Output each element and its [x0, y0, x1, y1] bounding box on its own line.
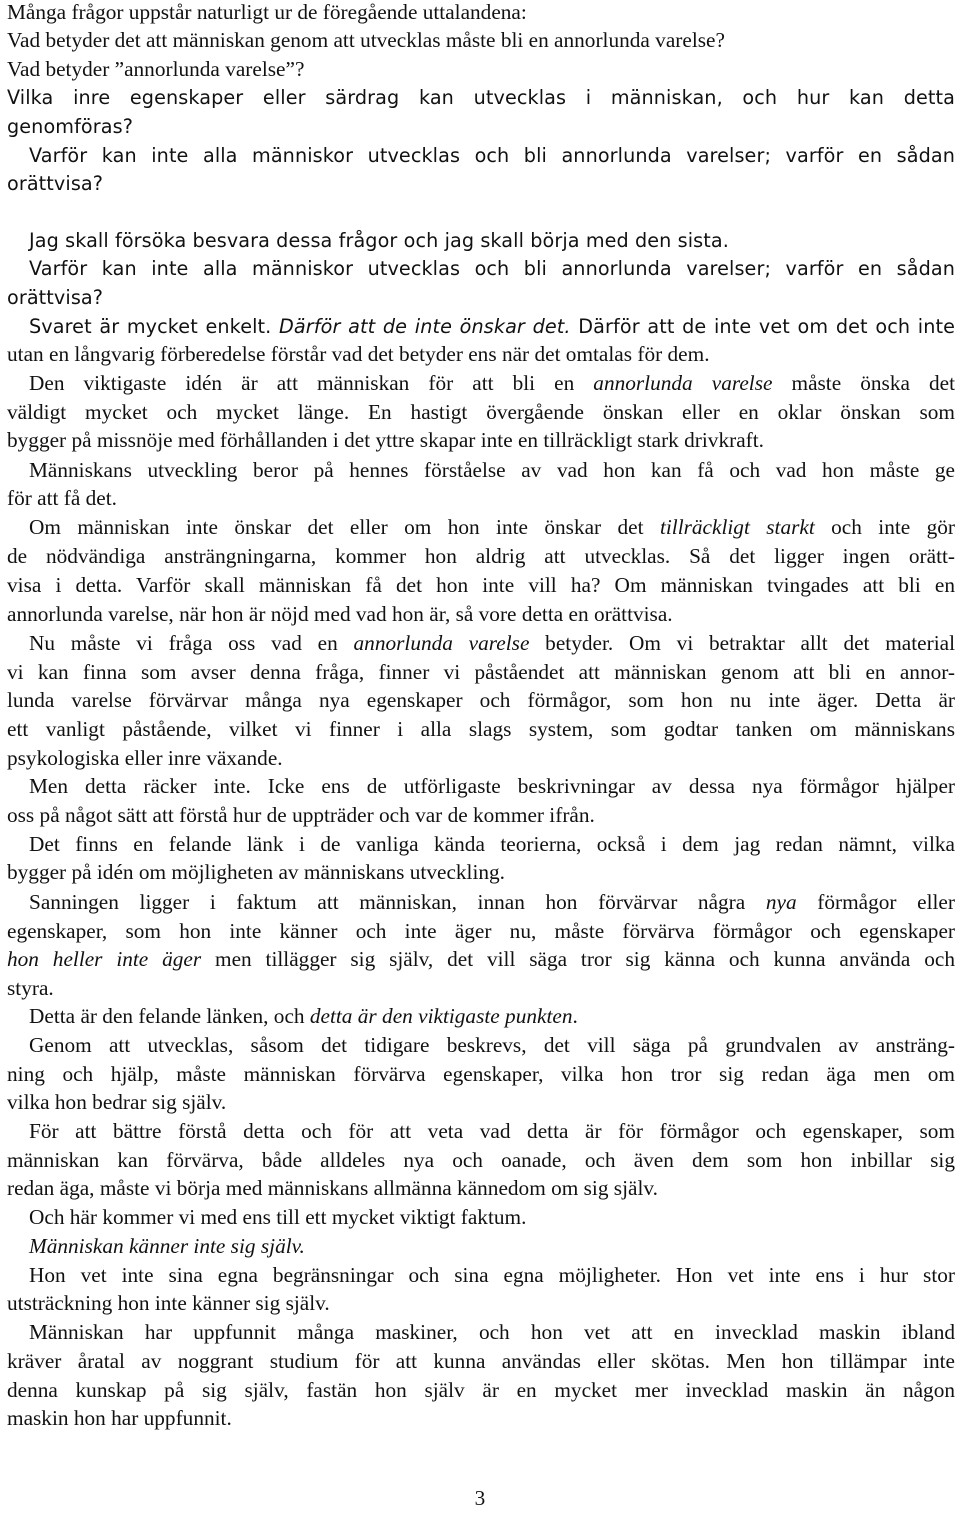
text-segment: Om människan inte önskar det eller om hon inte önskar det — [29, 515, 660, 539]
emphasis-text: Därför att de inte önskar det. — [279, 315, 571, 338]
text-segment: Jag skall försöka besvara dessa frågor och jag skall börja med den sista. — [29, 229, 729, 252]
text-line — [7, 542, 955, 571]
text-line — [7, 0, 955, 27]
text-line — [7, 571, 955, 600]
text-line — [7, 26, 955, 55]
text-segment: orättvisa? — [7, 286, 104, 309]
text-segment: Många frågor uppstår naturligt ur de föregående uttalandena: — [7, 0, 527, 24]
text-segment: . — [572, 1004, 578, 1028]
text-line — [7, 83, 955, 112]
text-line — [7, 658, 955, 687]
text-line — [29, 1261, 955, 1290]
text-segment: Genom att utvecklas, såsom det tidigare beskrevs, det vill säga på grundvalen av ansträng- — [29, 1033, 955, 1057]
text-line — [29, 888, 955, 917]
emphasis-text: annorlunda varelse — [593, 371, 773, 395]
text-line — [7, 858, 955, 887]
text-segment: Vad betyder det att människan genom att utvecklas måste bli en annorlunda varelse? — [7, 28, 725, 52]
text-segment: Den viktigaste idén är att människan för att bli en — [29, 371, 594, 395]
text-line — [7, 1347, 955, 1376]
text-segment: För att bättre förstå detta och för att veta vad detta är för förmågor och egenskaper, som — [29, 1119, 955, 1143]
text-line — [29, 513, 955, 542]
text-line — [7, 715, 955, 744]
text-line — [7, 974, 955, 1003]
text-line — [7, 801, 955, 830]
text-segment: Och här kommer vi med ens till ett mycket viktigt faktum. — [29, 1205, 527, 1229]
text-segment: de nödvändiga ansträngningarna, kommer hon aldrig att utvecklas. Så det ligger ingen orätt- — [7, 544, 955, 568]
text-segment: måste önska det — [772, 371, 955, 395]
text-segment: psykologiska eller inre växande. — [7, 746, 283, 770]
text-segment: genomföras? — [7, 115, 133, 138]
text-segment: Sanningen ligger i faktum att människan, innan hon förvärvar några — [29, 890, 766, 914]
text-line — [7, 917, 955, 946]
text-line — [29, 1031, 955, 1060]
text-line — [29, 772, 955, 801]
page-number: 3 — [474, 1486, 486, 1510]
text-segment: Svaret är mycket enkelt. — [29, 315, 280, 338]
emphasis-text: tillräckligt starkt — [659, 515, 815, 539]
text-line — [29, 141, 955, 170]
text-segment: Varför kan inte alla människor utvecklas och bli annorlunda varelser; varför en sådan — [29, 144, 955, 167]
text-line — [7, 426, 955, 455]
text-segment: vilka hon bedrar sig själv. — [7, 1090, 227, 1114]
text-line — [7, 1060, 955, 1089]
text-segment: för att få det. — [7, 486, 117, 510]
text-segment: lunda varelse förvärvar många nya egenskaper och förmågor, som hon nu inte äger. Detta är — [7, 688, 955, 712]
text-line — [7, 1174, 955, 1203]
emphasis-text: annorlunda varelse — [353, 631, 530, 655]
text-line — [29, 830, 955, 859]
text-segment: bygger på idén om möjligheten av människans utveckling. — [7, 860, 506, 884]
text-segment: betyder. Om vi betraktar allt det material — [529, 631, 956, 655]
text-line — [29, 456, 955, 485]
text-line — [29, 254, 955, 283]
emphasis-text: hon heller inte äger — [7, 947, 202, 971]
text-segment: bygger på missnöje med förhållanden i det yttre skapar inte en tillräckligt stark drivkraft. — [7, 428, 764, 452]
text-line — [29, 1203, 955, 1232]
text-segment: vi kan finna som avser denna fråga, finner vi påståendet att människan genom att bli en annor- — [7, 660, 955, 684]
text-segment: utan en långvarig förberedelse förstår vad det betyder ens när det omtalas för dem. — [7, 342, 710, 366]
text-line — [7, 1376, 955, 1405]
text-line — [29, 369, 955, 398]
text-segment: maskin hon har uppfunnit. — [7, 1406, 232, 1430]
text-segment: ning och hjälp, måste människan förvärva egenskaper, vilka hon tror sig redan äga men om — [7, 1062, 955, 1086]
text-segment: förmågor eller — [796, 890, 955, 914]
text-segment: väldigt mycket och mycket länge. En hastigt övergående önskan eller en oklar önskan som — [7, 400, 955, 424]
text-segment: ett vanligt påstående, vilket vi finner i alla slags system, som godtar tanken om människans — [7, 717, 955, 741]
text-segment: kräver åratal av noggrant studium för att kunna användas eller skötas. Men hon tillämpar inte — [7, 1349, 955, 1373]
emphasis-text: Människan känner inte sig själv. — [29, 1234, 305, 1258]
emphasis-text: detta är den viktigaste punkten — [309, 1004, 573, 1028]
text-line — [29, 226, 955, 255]
text-segment: Vilka inre egenskaper eller särdrag kan utvecklas i människan, och hur kan detta — [7, 86, 955, 109]
text-segment: Hon vet inte sina egna begränsningar och sina egna möjligheter. Hon vet inte ens i hur stor — [29, 1263, 955, 1287]
text-segment: Men detta räcker inte. Icke ens de utförligaste beskrivningar av dessa nya förmågor hjälper — [29, 774, 955, 798]
text-line — [7, 1404, 955, 1433]
text-segment: Det finns en felande länk i de vanliga kända teorierna, också i dem jag redan nämnt, vilka — [29, 832, 955, 856]
text-line — [7, 484, 955, 513]
text-segment: oss på något sätt att förstå hur de uppträder och var de kommer ifrån. — [7, 803, 595, 827]
emphasis-text: nya — [765, 890, 797, 914]
text-line — [7, 686, 955, 715]
text-line — [7, 744, 955, 773]
text-segment: Människan har uppfunnit många maskiner, och hon vet att en invecklad maskin ibland — [29, 1320, 955, 1344]
text-segment: denna kunskap på sig själv, fastän hon själv är en mycket mer invecklad maskin än någon — [7, 1378, 955, 1402]
text-line — [29, 1318, 955, 1347]
text-line — [29, 629, 955, 658]
text-line — [7, 1088, 955, 1117]
text-line — [7, 283, 955, 312]
text-segment: utsträckning hon inte känner sig själv. — [7, 1291, 330, 1315]
text-segment: Vad betyder ”annorlunda varelse”? — [7, 57, 305, 81]
text-segment: Nu måste vi fråga oss vad en — [29, 631, 354, 655]
text-segment: styra. — [7, 976, 54, 1000]
text-segment: visa i detta. Varför skall människan få det hon inte vill ha? Om människan tvingades att bli en — [7, 573, 955, 597]
text-segment: redan äga, måste vi börja med människans allmänna kännedom om sig själv. — [7, 1176, 658, 1200]
text-line — [7, 340, 955, 369]
text-line — [7, 945, 955, 974]
text-line — [7, 169, 955, 198]
text-line — [7, 600, 955, 629]
text-line — [7, 55, 955, 84]
text-line — [7, 112, 955, 141]
text-line — [7, 1289, 955, 1318]
text-line — [29, 1117, 955, 1146]
text-segment: och inte gör — [814, 515, 956, 539]
text-segment: Därför att de inte vet om det och inte — [570, 315, 955, 338]
text-segment: annorlunda varelse, när hon är nöjd med vad hon är, så vore detta en orättvisa. — [7, 602, 673, 626]
text-segment: orättvisa? — [7, 172, 104, 195]
text-segment: Människans utveckling beror på hennes förståelse av vad hon kan få och vad hon måste ge — [29, 458, 955, 482]
text-line — [7, 1146, 955, 1175]
text-line — [29, 312, 955, 341]
text-segment: människan kan förvärva, både alldeles nya och oanade, och även dem som hon inbillar sig — [7, 1148, 955, 1172]
text-segment: egenskaper, som hon inte känner och inte äger nu, måste förvärva förmågor och egenskaper — [7, 919, 955, 943]
text-line — [29, 1002, 955, 1031]
text-segment: men tillägger sig själv, det vill säga tror sig känna och kunna använda och — [201, 947, 955, 971]
text-line — [29, 1232, 955, 1261]
text-segment: Detta är den felande länken, och — [29, 1004, 310, 1028]
text-segment: Varför kan inte alla människor utvecklas och bli annorlunda varelser; varför en sådan — [29, 257, 955, 280]
text-line — [7, 398, 955, 427]
